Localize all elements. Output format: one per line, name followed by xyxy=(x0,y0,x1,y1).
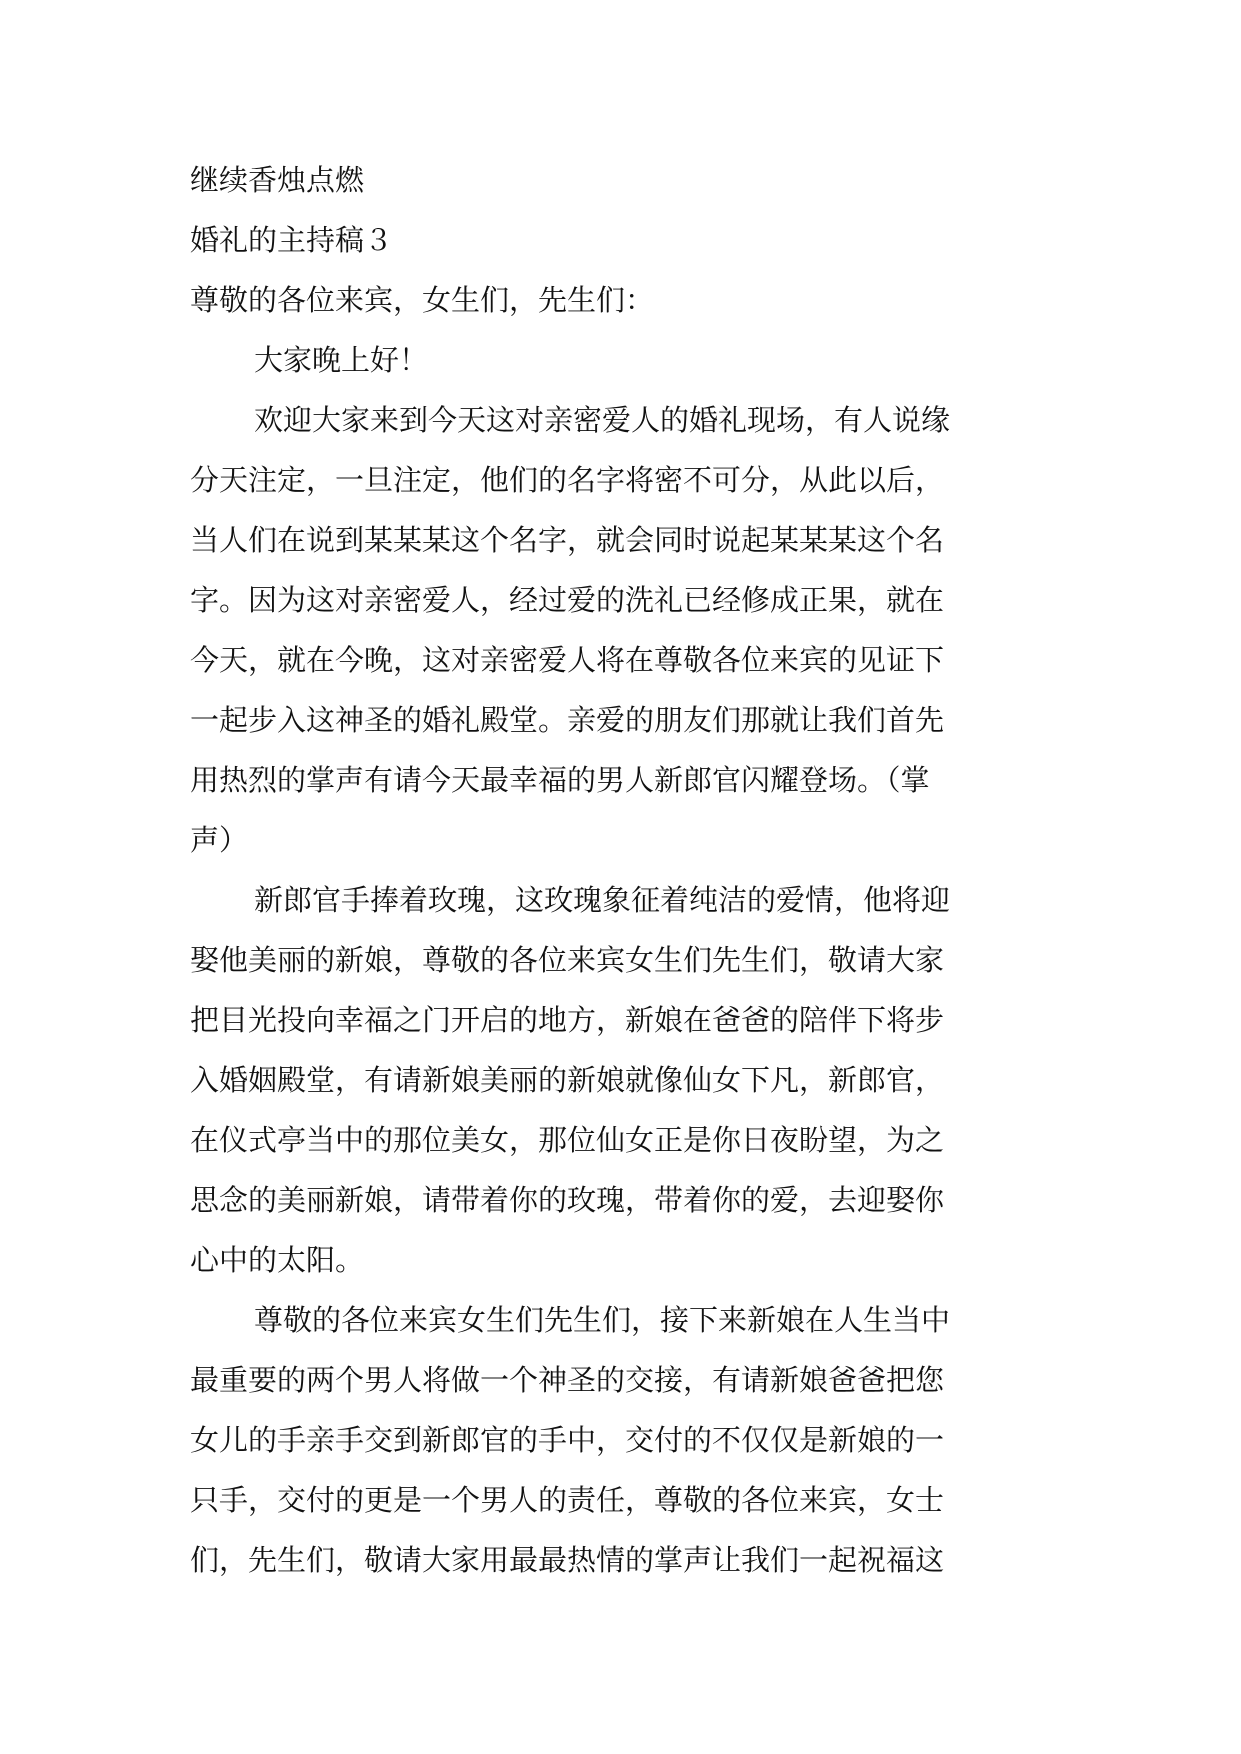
text-line-top: 继续香烛点燃 xyxy=(190,163,365,197)
paragraph-line: 今天，就在今晚，这对亲密爱人将在尊敬各位来宾的见证下 xyxy=(190,643,945,677)
paragraph-line: 当人们在说到某某某这个名字，就会同时说起某某某这个名 xyxy=(190,523,945,557)
section-heading: 婚礼的主持稿３ xyxy=(190,223,394,257)
paragraph-line: 最重要的两个男人将做一个神圣的交接，有请新娘爸爸把您 xyxy=(190,1363,945,1397)
paragraph-2 xyxy=(190,880,1052,1281)
paragraph-line: 入婚姻殿堂，有请新娘美丽的新娘就像仙女下凡，新郎官， xyxy=(190,1063,945,1097)
salutation: 尊敬的各位来宾，女生们，先生们： xyxy=(190,283,655,317)
paragraph-line: 思念的美丽新娘，请带着你的玫瑰，带着你的爱，去迎娶你 xyxy=(190,1183,945,1217)
paragraph-line: 欢迎大家来到今天这对亲密爱人的婚礼现场，有人说缘 xyxy=(254,403,951,437)
paragraph-line: 们，先生们，敬请大家用最最热情的掌声让我们一起祝福这 xyxy=(190,1543,945,1577)
paragraph-line: 分天注定，一旦注定，他们的名字将密不可分，从此以后， xyxy=(190,463,945,497)
paragraph-line: 把目光投向幸福之门开启的地方，新娘在爸爸的陪伴下将步 xyxy=(190,1003,945,1037)
paragraph-line: 只手，交付的更是一个男人的责任，尊敬的各位来宾，女士 xyxy=(190,1483,945,1517)
paragraph-line: 娶他美丽的新娘，尊敬的各位来宾女生们先生们，敬请大家 xyxy=(190,943,945,977)
paragraph-1 xyxy=(190,400,1052,861)
paragraph-line: 心中的太阳。 xyxy=(190,1243,365,1277)
greeting: 大家晚上好！ xyxy=(254,343,429,377)
paragraph-line: 新郎官手捧着玫瑰，这玫瑰象征着纯洁的爱情，他将迎 xyxy=(254,883,951,917)
paragraph-3 xyxy=(190,1300,1052,1581)
paragraph-line: 字。因为这对亲密爱人，经过爱的洗礼已经修成正果，就在 xyxy=(190,583,945,617)
paragraph-line: 女儿的手亲手交到新郎官的手中，交付的不仅仅是新娘的一 xyxy=(190,1423,945,1457)
paragraph-line: 在仪式亭当中的那位美女，那位仙女正是你日夜盼望，为之 xyxy=(190,1123,945,1157)
paragraph-line: 用热烈的掌声有请今天最幸福的男人新郎官闪耀登场。（掌 xyxy=(190,763,930,797)
paragraph-line: 声） xyxy=(190,823,249,857)
document-body xyxy=(190,160,1052,1600)
paragraph-line: 尊敬的各位来宾女生们先生们，接下来新娘在人生当中 xyxy=(254,1303,951,1337)
paragraph-line: 一起步入这神圣的婚礼殿堂。亲爱的朋友们那就让我们首先 xyxy=(190,703,945,737)
